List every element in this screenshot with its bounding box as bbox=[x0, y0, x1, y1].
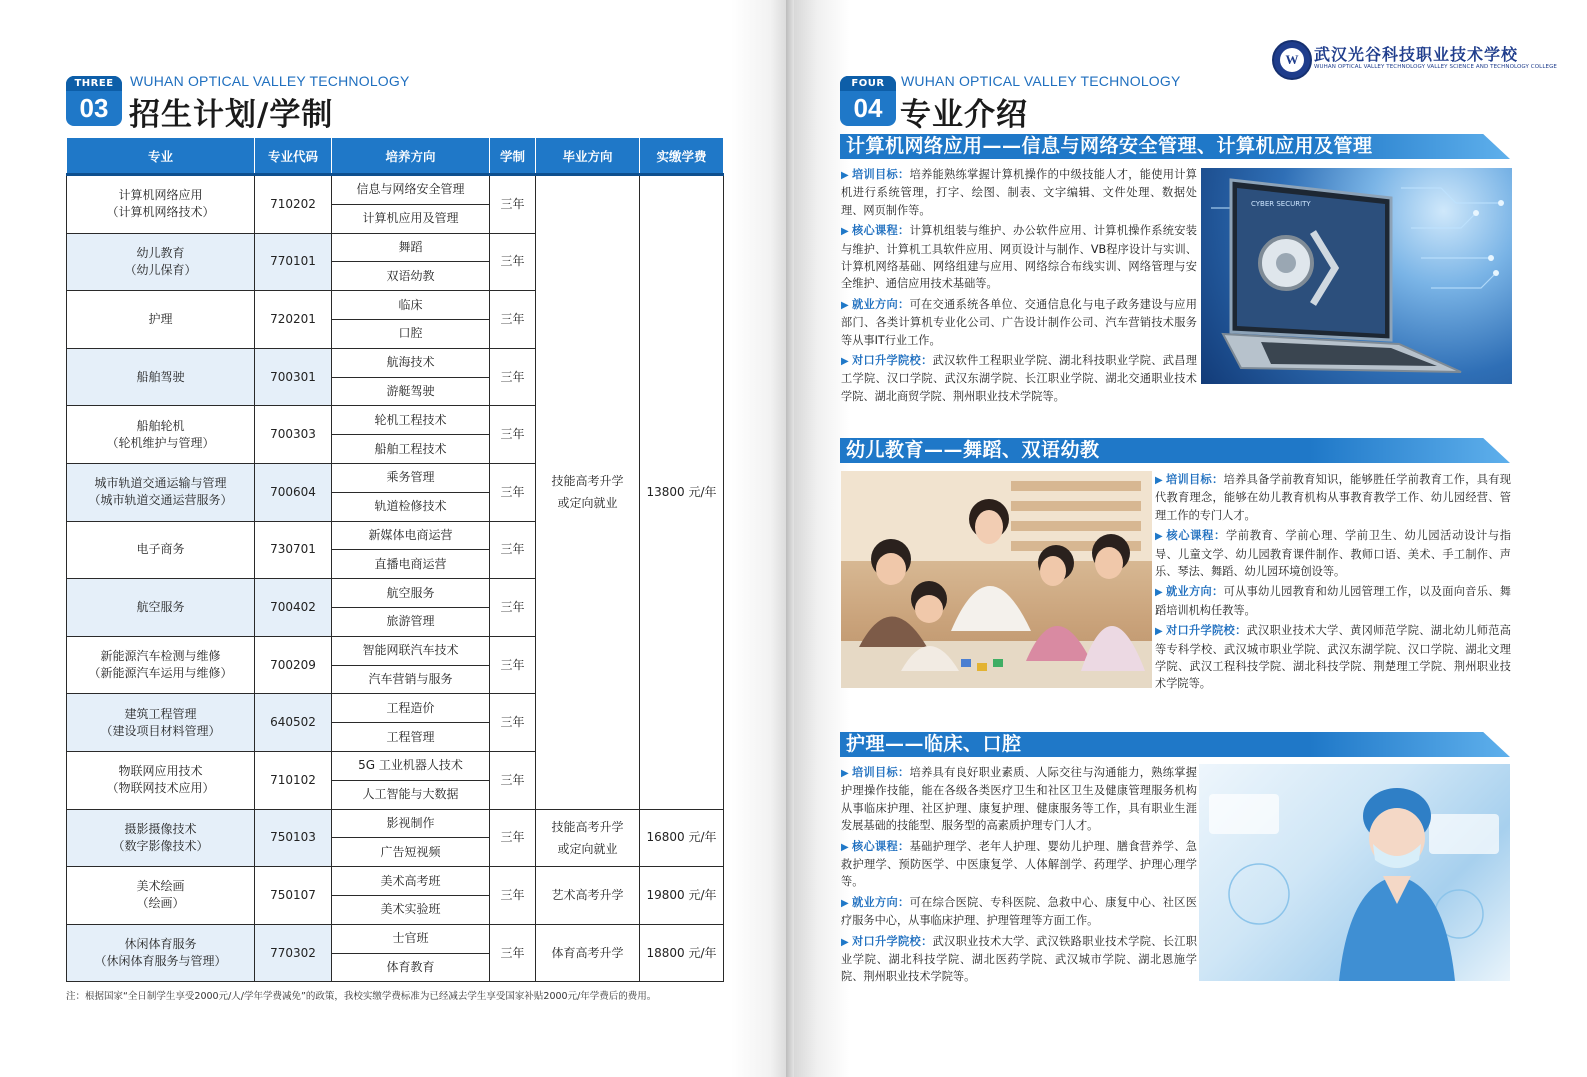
years-cell: 三年 bbox=[490, 809, 536, 867]
info-text: 武汉职业技术大学、武汉铁路职业技术学院、长江职业学院、湖北科技学院、湖北医药学院、武汉城市学院、湖北恩施学院、荆州职业技术学院等。 bbox=[841, 934, 1197, 984]
years-cell: 三年 bbox=[490, 636, 536, 694]
triangle-bullet-icon: ▶ bbox=[1155, 475, 1164, 486]
major-cell: 新能源汽车检测与维修 （新能源汽车运用与维修） bbox=[67, 636, 255, 694]
major-description bbox=[1155, 471, 1511, 696]
major-title: 幼儿教育——舞蹈、双语幼教 bbox=[846, 439, 1100, 461]
info-text: 计算机组装与维护、办公软件应用、计算机操作系统安装与维护、计算机工具软件应用、网页设计与制作、VB程序设计与实训、计算机网络基础、网络组建与应用、网络综合布线实训、网络管理与安全维护、通信应用技术基础等。 bbox=[841, 224, 1197, 291]
direction-cell: 5G 工业机器人技术 bbox=[332, 751, 490, 780]
fee-cell: 13800 元/年 bbox=[640, 175, 724, 810]
triangle-bullet-icon: ▶ bbox=[841, 936, 850, 948]
direction-cell: 游艇驾驶 bbox=[332, 377, 490, 406]
info-text: 可从事幼儿园教育和幼儿园管理工作，以及面向音乐、舞蹈培训机构任教等。 bbox=[1155, 585, 1511, 617]
info-text: 可在综合医院、专科医院、急救中心、康复中心、社区医疗服务中心，从事临床护理、护理管理等方面工作。 bbox=[841, 895, 1197, 928]
screen-caption: CYBER SECURITY bbox=[1251, 200, 1311, 208]
info-label: 就业方向： bbox=[1166, 585, 1224, 599]
outlook-cell: 技能高考升学 或定向就业 bbox=[536, 809, 640, 867]
info-item bbox=[841, 352, 1197, 405]
info-label: 核心课程： bbox=[1166, 529, 1226, 543]
direction-cell: 智能网联汽车技术 bbox=[332, 636, 490, 665]
direction-cell: 双语幼教 bbox=[332, 262, 490, 291]
code-cell: 700604 bbox=[255, 463, 332, 521]
direction-cell: 士官班 bbox=[332, 924, 490, 953]
fee-note: 注：根据国家“全日制学生享受2000元/人/学年学费减免”的政策，我校实缴学费标准为已经减去学生享受国家补贴2000元/年学费后的费用。 bbox=[66, 991, 657, 1002]
code-cell: 710202 bbox=[255, 175, 332, 234]
info-text: 培养具备学前教育知识，能够胜任学前教育工作，具有现代教育理念，能够在幼儿教育机构从事教育教学工作、幼儿园经营、管理工作的专门人才。 bbox=[1155, 473, 1511, 522]
table-row bbox=[67, 867, 724, 896]
section-badge-en: FOUR bbox=[840, 76, 896, 91]
section-badge-num: 04 bbox=[853, 93, 883, 123]
direction-cell: 工程造价 bbox=[332, 694, 490, 723]
direction-cell: 美术实验班 bbox=[332, 895, 490, 924]
direction-cell: 轮机工程技术 bbox=[332, 406, 490, 435]
fee-cell: 19800 元/年 bbox=[640, 867, 724, 925]
direction-cell: 舞蹈 bbox=[332, 233, 490, 262]
table-header-cell: 毕业方向 bbox=[536, 138, 640, 175]
direction-cell: 临床 bbox=[332, 291, 490, 320]
table-body bbox=[67, 175, 724, 982]
cyber-security-laptop-photo bbox=[1201, 168, 1512, 384]
code-cell: 750103 bbox=[255, 809, 332, 867]
major-cell: 城市轨道交通运输与管理 （城市轨道交通运营服务） bbox=[67, 463, 255, 521]
direction-cell: 工程管理 bbox=[332, 723, 490, 752]
code-cell: 700402 bbox=[255, 579, 332, 637]
enrollment-table bbox=[66, 137, 724, 982]
info-label: 对口升学院校： bbox=[852, 934, 933, 948]
major-cell: 护理 bbox=[67, 291, 255, 349]
triangle-bullet-icon: ▶ bbox=[841, 841, 850, 853]
info-label: 就业方向： bbox=[852, 297, 910, 311]
info-text: 培养能熟练掌握计算机操作的中级技能人才，能使用计算机进行系统管理，打字、绘图、制表、文字编辑、文件处理、数据处理、网页制作等。 bbox=[841, 168, 1197, 217]
info-label: 核心课程： bbox=[852, 839, 910, 853]
left-page bbox=[0, 0, 786, 1077]
section-badge bbox=[66, 76, 122, 126]
major-cell: 建筑工程管理 （建设项目材料管理） bbox=[67, 694, 255, 752]
fee-cell: 18800 元/年 bbox=[640, 924, 724, 982]
table-row bbox=[67, 175, 724, 205]
outlook-cell: 艺术高考升学 bbox=[536, 867, 640, 925]
direction-cell: 直播电商运营 bbox=[332, 550, 490, 579]
direction-cell: 乘务管理 bbox=[332, 463, 490, 492]
major-cell: 幼儿教育 （幼儿保育） bbox=[67, 233, 255, 291]
years-cell: 三年 bbox=[490, 233, 536, 291]
triangle-bullet-icon: ▶ bbox=[841, 299, 850, 311]
code-cell: 770101 bbox=[255, 233, 332, 291]
section-header-en: WUHAN OPTICAL VALLEY TECHNOLOGY bbox=[130, 73, 410, 89]
laptop-lock-illustration bbox=[1201, 168, 1512, 384]
info-item bbox=[841, 933, 1197, 986]
direction-cell: 轨道检修技术 bbox=[332, 492, 490, 521]
major-cell: 计算机网络应用 （计算机网络技术） bbox=[67, 175, 255, 234]
page-title: 专业介绍 bbox=[900, 97, 1028, 133]
fee-cell: 16800 元/年 bbox=[640, 809, 724, 867]
major-title-bar bbox=[840, 134, 1510, 159]
code-cell: 700209 bbox=[255, 636, 332, 694]
code-cell: 700301 bbox=[255, 348, 332, 406]
info-text: 基础护理学、老年人护理、婴幼儿护理、膳食营养学、急救护理学、预防医学、中医康复学、人体解剖学、药理学、护理心理学等。 bbox=[841, 839, 1197, 889]
triangle-bullet-icon: ▶ bbox=[1155, 587, 1164, 599]
triangle-bullet-icon: ▶ bbox=[841, 768, 850, 779]
section-header-en: WUHAN OPTICAL VALLEY TECHNOLOGY bbox=[901, 73, 1181, 89]
years-cell: 三年 bbox=[490, 867, 536, 925]
years-cell: 三年 bbox=[490, 579, 536, 637]
section-badge bbox=[840, 76, 896, 126]
direction-cell: 广告短视频 bbox=[332, 838, 490, 867]
triangle-bullet-icon: ▶ bbox=[841, 897, 850, 909]
info-label: 核心课程： bbox=[852, 224, 910, 238]
direction-cell: 新媒体电商运营 bbox=[332, 521, 490, 550]
info-label: 对口升学院校： bbox=[1166, 624, 1247, 638]
direction-cell: 美术高考班 bbox=[332, 867, 490, 896]
triangle-bullet-icon: ▶ bbox=[1155, 626, 1164, 638]
code-cell: 700303 bbox=[255, 406, 332, 464]
page-title: 招生计划/学制 bbox=[129, 97, 334, 133]
triangle-bullet-icon: ▶ bbox=[841, 226, 850, 238]
major-cell: 船舶驾驶 bbox=[67, 348, 255, 406]
direction-cell: 汽车营销与服务 bbox=[332, 665, 490, 694]
table-row bbox=[67, 809, 724, 838]
major-cell: 休闲体育服务 （休闲体育服务与管理） bbox=[67, 924, 255, 982]
nurse-illustration bbox=[1199, 764, 1510, 981]
years-cell: 三年 bbox=[490, 924, 536, 982]
years-cell: 三年 bbox=[490, 521, 536, 579]
logo-name-cn: 武汉光谷科技职业技术学校 bbox=[1314, 45, 1519, 64]
years-cell: 三年 bbox=[490, 694, 536, 752]
info-label: 培训目标： bbox=[1166, 473, 1224, 486]
teacher-and-kids-photo bbox=[841, 471, 1152, 688]
section-badge-en: THREE bbox=[66, 76, 122, 91]
nurse-photo bbox=[1199, 764, 1510, 981]
direction-cell: 航空服务 bbox=[332, 579, 490, 608]
code-cell: 640502 bbox=[255, 694, 332, 752]
code-cell: 720201 bbox=[255, 291, 332, 349]
major-description bbox=[841, 166, 1197, 408]
direction-cell: 船舶工程技术 bbox=[332, 435, 490, 464]
info-text: 武汉软件工程职业学院、湖北科技职业学院、武昌理工学院、汉口学院、武汉东湖学院、长江职业学院、湖北交通职业技术学院、湖北商贸学院、荆州职业技术学院等。 bbox=[841, 354, 1197, 403]
info-item bbox=[841, 222, 1197, 293]
major-cell: 电子商务 bbox=[67, 521, 255, 579]
classroom-illustration bbox=[841, 471, 1152, 688]
info-text: 培养具有良好职业素质、人际交往与沟通能力，熟练掌握护理操作技能，能在各级各类医疗卫生和社区卫生及健康管理服务机构从事临床护理、社区护理、康复护理、健康服务等工作，具有职业生涯发展基础的技能型、服务型的高素质护理专门人才。 bbox=[841, 766, 1197, 833]
years-cell: 三年 bbox=[490, 348, 536, 406]
triangle-bullet-icon: ▶ bbox=[841, 356, 850, 368]
table-header-cell: 实缴学费 bbox=[640, 138, 724, 175]
info-item bbox=[1155, 527, 1511, 580]
info-text: 可在交通系统各单位、交通信息化与电子政务建设与应用部门、各类计算机专业化公司、广告设计制作公司、汽车营销技术服务等从事IT行业工作。 bbox=[841, 297, 1197, 347]
direction-cell: 体育教育 bbox=[332, 953, 490, 982]
section-badge-num: 03 bbox=[79, 93, 109, 123]
major-title-bar bbox=[840, 438, 1510, 463]
school-logo bbox=[1272, 40, 1558, 78]
info-item bbox=[841, 296, 1197, 349]
info-label: 就业方向： bbox=[852, 895, 910, 909]
school-seal-icon: W bbox=[1272, 40, 1312, 80]
info-item bbox=[841, 166, 1197, 219]
outlook-cell: 技能高考升学 或定向就业 bbox=[536, 175, 640, 810]
major-description bbox=[841, 764, 1197, 989]
triangle-bullet-icon: ▶ bbox=[1155, 531, 1164, 543]
direction-cell: 影视制作 bbox=[332, 809, 490, 838]
table-header-row bbox=[67, 138, 724, 175]
code-cell: 770302 bbox=[255, 924, 332, 982]
years-cell: 三年 bbox=[490, 291, 536, 349]
triangle-bullet-icon: ▶ bbox=[841, 170, 850, 181]
table-header-cell: 专业 bbox=[67, 138, 255, 175]
code-cell: 710102 bbox=[255, 751, 332, 809]
major-cell: 船舶轮机 （轮机维护与管理） bbox=[67, 406, 255, 464]
book-gutter bbox=[786, 0, 794, 1077]
info-item bbox=[841, 894, 1197, 930]
table-header-cell: 培养方向 bbox=[332, 138, 490, 175]
table-header-cell: 专业代码 bbox=[255, 138, 332, 175]
logo-name-en: WUHAN OPTICAL VALLEY TECHNOLOGY VALLEY SCIENCE AND TECHNOLOGY COLLEGE bbox=[1314, 64, 1558, 70]
direction-cell: 计算机应用及管理 bbox=[332, 204, 490, 233]
years-cell: 三年 bbox=[490, 751, 536, 809]
major-cell: 摄影摄像技术 （数字影像技术） bbox=[67, 809, 255, 867]
years-cell: 三年 bbox=[490, 463, 536, 521]
direction-cell: 口腔 bbox=[332, 319, 490, 348]
code-cell: 730701 bbox=[255, 521, 332, 579]
info-text: 学前教育、学前心理、学前卫生、幼儿园活动设计与指导、儿童文学、幼儿园教育课件制作、教师口语、美术、手工制作、声乐、琴法、舞蹈、幼儿园环境创设等。 bbox=[1155, 529, 1511, 579]
info-item bbox=[1155, 583, 1511, 619]
code-cell: 750107 bbox=[255, 867, 332, 925]
direction-cell: 信息与网络安全管理 bbox=[332, 175, 490, 205]
info-label: 培训目标： bbox=[852, 766, 910, 779]
info-label: 对口升学院校： bbox=[852, 354, 933, 368]
major-cell: 美术绘画 （绘画） bbox=[67, 867, 255, 925]
major-title: 计算机网络应用——信息与网络安全管理、计算机应用及管理 bbox=[846, 135, 1373, 157]
info-text: 武汉职业技术大学、黄冈师范学院、湖北幼儿师范高等专科学校、武汉城市职业学院、武汉东湖学院、汉口学院、湖北文理学院、武汉工程科技学院、湖北科技学院、荆楚理工学院、荆州职业技术学院等。 bbox=[1155, 624, 1511, 691]
direction-cell: 航海技术 bbox=[332, 348, 490, 377]
major-cell: 航空服务 bbox=[67, 579, 255, 637]
info-item bbox=[1155, 622, 1511, 693]
info-item bbox=[1155, 471, 1511, 524]
table-row bbox=[67, 924, 724, 953]
direction-cell: 人工智能与大数据 bbox=[332, 780, 490, 809]
years-cell: 三年 bbox=[490, 175, 536, 234]
major-title-bar bbox=[840, 732, 1510, 757]
info-label: 培训目标： bbox=[852, 168, 910, 181]
years-cell: 三年 bbox=[490, 406, 536, 464]
direction-cell: 旅游管理 bbox=[332, 607, 490, 636]
info-item bbox=[841, 838, 1197, 891]
table-header-cell: 学制 bbox=[490, 138, 536, 175]
outlook-cell: 体育高考升学 bbox=[536, 924, 640, 982]
major-title: 护理——临床、口腔 bbox=[846, 733, 1022, 755]
major-cell: 物联网应用技术 （物联网技术应用） bbox=[67, 751, 255, 809]
info-item bbox=[841, 764, 1197, 835]
